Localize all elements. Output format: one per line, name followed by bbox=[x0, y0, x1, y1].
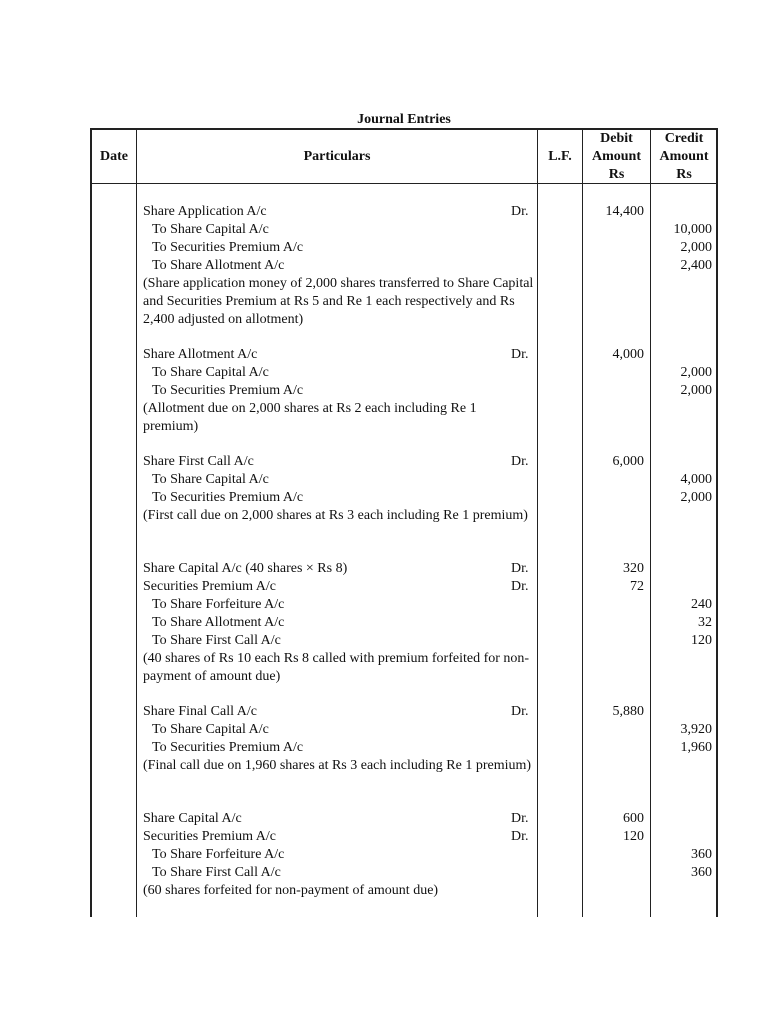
credit-amount: 4,000 bbox=[680, 472, 712, 487]
credit-account-line: To Securities Premium A/c bbox=[152, 490, 304, 505]
credit-amount: 2,000 bbox=[680, 490, 712, 505]
debit-amount: 600 bbox=[623, 811, 644, 826]
dr-marker: Dr. bbox=[511, 347, 529, 362]
credit-amount: 3,920 bbox=[680, 722, 712, 737]
narration: (Allotment due on 2,000 shares at Rs 2 each including Re 1 premium) bbox=[143, 401, 477, 434]
debit-amount: 5,880 bbox=[612, 704, 644, 719]
credit-account-line: To Share Forfeiture A/c bbox=[152, 847, 285, 862]
credit-account-line: To Securities Premium A/c bbox=[152, 383, 304, 398]
debit-amount: 72 bbox=[630, 579, 644, 594]
credit-amount: 2,000 bbox=[680, 383, 712, 398]
narration: (First call due on 2,000 shares at Rs 3 each including Re 1 premium) bbox=[143, 508, 528, 523]
dr-marker: Dr. bbox=[511, 454, 529, 469]
credit-amount: 1,960 bbox=[680, 740, 712, 755]
debit-account-line: Securities Premium A/c bbox=[143, 829, 276, 844]
credit-amount: 360 bbox=[691, 847, 712, 862]
credit-account-line: To Securities Premium A/c bbox=[152, 740, 304, 755]
debit-account-line: Share Application A/c bbox=[143, 204, 267, 219]
credit-amount: 2,000 bbox=[680, 240, 712, 255]
credit-amount: 2,000 bbox=[680, 365, 712, 380]
header-date: Date bbox=[100, 148, 128, 164]
particulars-column-divider bbox=[537, 128, 538, 917]
header-particulars: Particulars bbox=[303, 148, 371, 164]
dr-marker: Dr. bbox=[511, 704, 529, 719]
credit-amount: 120 bbox=[691, 633, 712, 648]
page-title: Journal Entries bbox=[357, 112, 451, 127]
credit-account-line: To Share Forfeiture A/c bbox=[152, 597, 285, 612]
debit-account-line: Share Final Call A/c bbox=[143, 704, 257, 719]
credit-account-line: To Share Capital A/c bbox=[152, 222, 269, 237]
credit-account-line: To Share First Call A/c bbox=[152, 633, 281, 648]
debit-amount: 6,000 bbox=[612, 454, 644, 469]
dr-marker: Dr. bbox=[511, 204, 529, 219]
credit-amount: 10,000 bbox=[673, 222, 712, 237]
dr-marker: Dr. bbox=[511, 579, 529, 594]
lf-column-divider bbox=[582, 128, 583, 917]
debit-account-line: Securities Premium A/c bbox=[143, 579, 276, 594]
debit-amount: 320 bbox=[623, 561, 644, 576]
dr-marker: Dr. bbox=[511, 811, 529, 826]
date-column-divider bbox=[136, 128, 137, 917]
narration: (60 shares forfeited for non-payment of amount due) bbox=[143, 883, 439, 898]
credit-account-line: To Securities Premium A/c bbox=[152, 240, 304, 255]
debit-account-line: Share First Call A/c bbox=[143, 454, 254, 469]
credit-account-line: To Share Capital A/c bbox=[152, 472, 269, 487]
dr-marker: Dr. bbox=[511, 829, 529, 844]
debit-account-line: Share Allotment A/c bbox=[143, 347, 258, 362]
credit-account-line: To Share First Call A/c bbox=[152, 865, 281, 880]
credit-amount: 240 bbox=[691, 597, 712, 612]
debit-amount: 120 bbox=[623, 829, 644, 844]
narration: (40 shares of Rs 10 each Rs 8 called with premium forfeited for non-payment of amount due) bbox=[143, 651, 530, 684]
header-debit-amount: Debit Amount Rs bbox=[591, 130, 641, 182]
credit-account-line: To Share Allotment A/c bbox=[152, 615, 285, 630]
debit-account-line: Share Capital A/c (40 shares × Rs 8) bbox=[143, 561, 348, 576]
narration: (Share application money of 2,000 shares transferred to Share Capital and Securities Premium at Rs 5 and Re 1 each respectively and Rs 2,400 adjusted on allotment) bbox=[143, 276, 534, 327]
dr-marker: Dr. bbox=[511, 561, 529, 576]
debit-column-divider bbox=[650, 128, 651, 917]
credit-amount: 360 bbox=[691, 865, 712, 880]
debit-amount: 14,400 bbox=[605, 204, 644, 219]
credit-amount: 2,400 bbox=[680, 258, 712, 273]
header-lf: L.F. bbox=[548, 148, 572, 164]
debit-account-line: Share Capital A/c bbox=[143, 811, 242, 826]
credit-account-line: To Share Capital A/c bbox=[152, 365, 269, 380]
header-credit-amount: Credit Amount Rs bbox=[659, 130, 709, 182]
debit-amount: 4,000 bbox=[612, 347, 644, 362]
credit-account-line: To Share Allotment A/c bbox=[152, 258, 285, 273]
narration: (Final call due on 1,960 shares at Rs 3 each including Re 1 premium) bbox=[143, 758, 532, 773]
credit-account-line: To Share Capital A/c bbox=[152, 722, 269, 737]
credit-amount: 32 bbox=[698, 615, 712, 630]
